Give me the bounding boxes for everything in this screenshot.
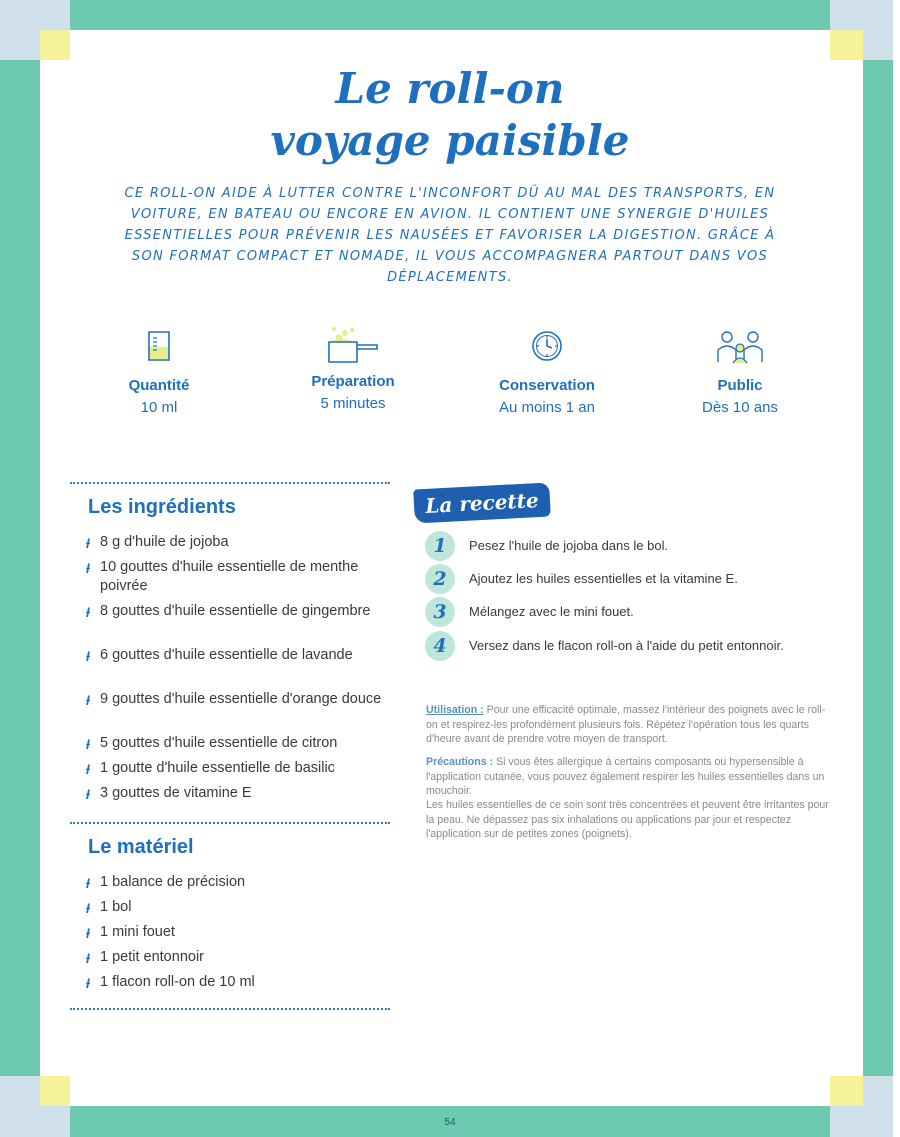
corner-top-right-yellow [830, 30, 863, 60]
note-utilisation [426, 703, 830, 747]
recipe-step [425, 597, 845, 629]
list-item [86, 898, 386, 917]
bullet-icon: ƚ [86, 561, 90, 576]
ingredient-text: 8 g d'huile de jojoba [100, 534, 229, 550]
frame-top [70, 0, 830, 30]
step-number: 1 [425, 531, 455, 561]
recipe-step [425, 531, 845, 563]
materiel-title: Le matériel [88, 836, 194, 858]
note-precautions-2: Les huiles essentielles de ce soin sont très concentrées et peuvent être irritantes pour la peau. Ne dépassez pas six inhalations ou applications par jour et respectez l'application sur de petites zones (poignets). [426, 799, 829, 841]
info-conservation [457, 328, 637, 418]
corner-bottom-right-yellow [830, 1076, 863, 1106]
title-line-1: Le roll-on [335, 64, 565, 113]
info-value-public: Dès 10 ans [702, 399, 778, 416]
recipe-step [425, 564, 845, 596]
ingredient-text: 5 gouttes d'huile essentielle de citron [100, 735, 338, 751]
utilisation-text: Pour une efficacité optimale, massez l'intérieur des poignets avec le roll-on et respirez-les profondément plusieurs fois. Répétez l'opération tous les quarts d'heure avant de prendre votre moyen de transport. [426, 704, 826, 746]
list-item [86, 873, 386, 892]
saucepan-icon [325, 324, 381, 364]
utilisation-label: Utilisation : [426, 704, 484, 716]
ingredient-text: 3 gouttes de vitamine E [100, 785, 252, 801]
note-precautions [426, 755, 830, 799]
step-text: Versez dans le flacon roll-on à l'aide du petit entonnoir. [469, 638, 784, 653]
list-item [86, 533, 386, 552]
materiel-list [86, 873, 386, 992]
page-number: 54 [444, 1117, 456, 1128]
step-text: Mélangez avec le mini fouet. [469, 604, 634, 619]
info-label-public: Public [717, 377, 763, 394]
ingredient-text: 8 gouttes d'huile essentielle de gingembre [100, 603, 371, 619]
list-item [86, 923, 386, 942]
ingredients-title: Les ingrédients [88, 496, 236, 518]
list-item [86, 602, 386, 640]
corner-top-left-yellow [40, 30, 70, 60]
list-item [86, 558, 386, 596]
step-number: 2 [425, 564, 455, 594]
info-public [650, 328, 830, 418]
ingredient-text: 9 gouttes d'huile essentielle d'orange douce [100, 691, 382, 707]
precautions-text: Si vous êtes allergique à certains composants ou hypersensible à l'application cutanée, vous pouvez également respirer les huiles essentielles dans un mouchoir. [426, 756, 825, 798]
list-item [86, 948, 386, 967]
ingredients-list [86, 533, 386, 803]
corner-bottom-left-yellow [40, 1076, 70, 1106]
bullet-icon: ƚ [86, 951, 90, 966]
divider-middle [70, 822, 390, 824]
beaker-icon [142, 328, 176, 364]
info-quantite [69, 328, 249, 418]
list-item [86, 690, 386, 728]
clock-icon [529, 328, 565, 364]
materiel-text: 1 bol [100, 899, 132, 915]
materiel-text: 1 mini fouet [100, 924, 175, 940]
info-label-conservation: Conservation [499, 377, 595, 394]
bullet-icon: ƚ [86, 876, 90, 891]
ingredient-text: 1 goutte d'huile essentielle de basilic [100, 760, 335, 776]
bullet-icon: ƚ [86, 787, 90, 802]
divider-bottom [70, 1008, 390, 1010]
recipe-step [425, 631, 845, 663]
precautions-label: Précautions : [426, 756, 494, 768]
frame-right [863, 60, 893, 1076]
list-item [86, 734, 386, 753]
bullet-icon: ƚ [86, 901, 90, 916]
list-item [86, 973, 386, 992]
list-item [86, 759, 386, 778]
frame-left [0, 60, 40, 1076]
list-item [86, 646, 386, 684]
materiel-text: 1 flacon roll-on de 10 ml [100, 974, 255, 990]
ingredient-text: 10 gouttes d'huile essentielle de menthe poivrée [100, 559, 359, 594]
bullet-icon: ƚ [86, 649, 90, 664]
bullet-icon: ƚ [86, 737, 90, 752]
info-label-quantite: Quantité [128, 377, 190, 394]
info-label-preparation: Préparation [311, 373, 395, 390]
bullet-icon: ƚ [86, 536, 90, 551]
bullet-icon: ƚ [86, 926, 90, 941]
bullet-icon: ƚ [86, 762, 90, 777]
title-line-2: voyage paisible [270, 116, 630, 165]
ingredient-text: 6 gouttes d'huile essentielle de lavande [100, 647, 353, 663]
intro-text: CE ROLL-ON AIDE À LUTTER CONTRE L'INCONFORT DÛ AU MAL DES TRANSPORTS, EN VOITURE, EN BATEAU OU ENCORE EN AVION. IL CONTIENT UNE SYNERGIE D'HUILES ESSENTIELLES POUR PRÉVENIR LES NAUSÉES ET FAVORISER LA DIGESTION. GRÂCE À SON FORMAT COMPACT ET NOMADE, IL VOUS ACCOMPAGNERA PARTOUT DANS VOS DÉPLACEMENTS. [124, 186, 776, 285]
info-value-quantite: 10 ml [140, 399, 178, 416]
bullet-icon: ƚ [86, 605, 90, 620]
family-icon [713, 328, 767, 364]
step-number: 4 [425, 631, 455, 661]
step-text: Pesez l'huile de jojoba dans le bol. [469, 538, 669, 553]
recipe-badge: La recette [413, 482, 551, 523]
bullet-icon: ƚ [86, 976, 90, 991]
materiel-text: 1 balance de précision [100, 874, 246, 890]
step-number: 3 [425, 597, 455, 627]
bullet-icon: ƚ [86, 693, 90, 708]
materiel-text: 1 petit entonnoir [100, 949, 204, 965]
info-value-preparation: 5 minutes [320, 395, 386, 412]
list-item [86, 784, 386, 803]
info-preparation [263, 328, 443, 414]
step-text: Ajoutez les huiles essentielles et la vitamine E. [469, 571, 738, 586]
divider-top [70, 482, 390, 484]
info-value-conservation: Au moins 1 an [499, 399, 595, 416]
